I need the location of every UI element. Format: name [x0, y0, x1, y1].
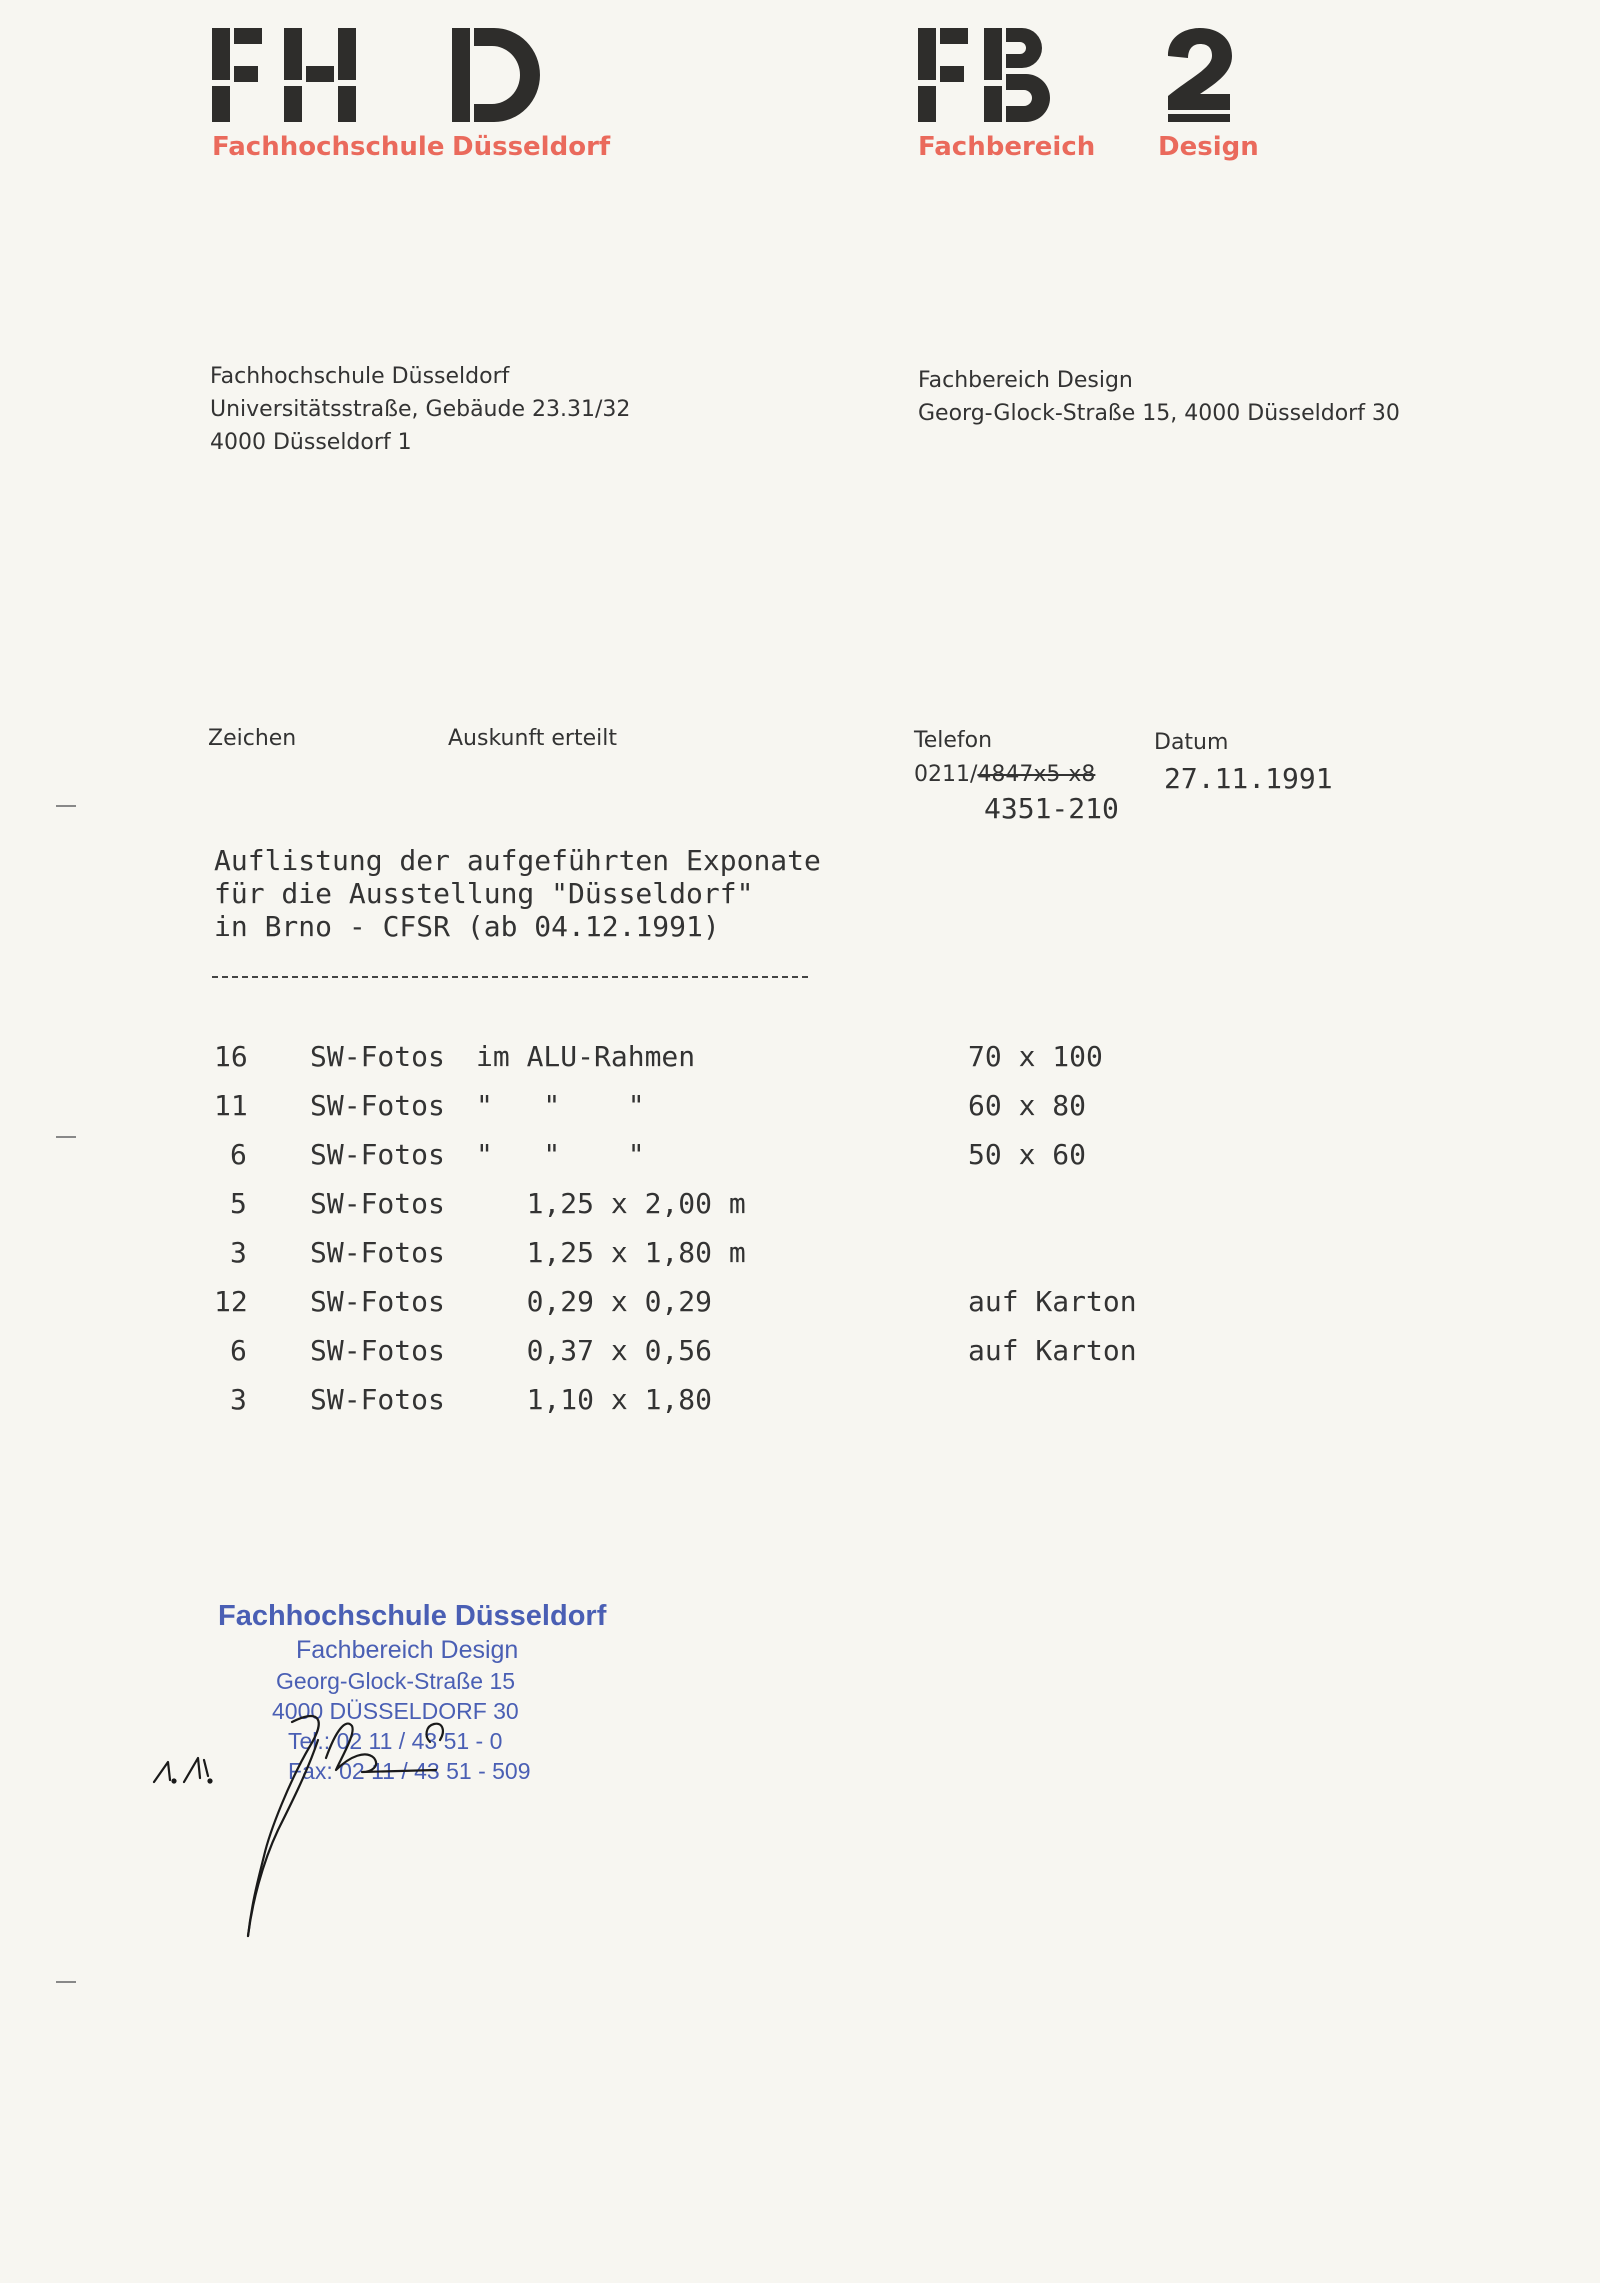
datum-value: 27.11.1991: [1164, 762, 1333, 795]
item-note: auf Karton: [968, 1334, 1137, 1367]
zeichen-label: Zeichen: [208, 726, 297, 751]
item-qty: 5: [230, 1187, 247, 1220]
item-type: SW-Fotos: [310, 1187, 445, 1220]
item-desc: " " ": [476, 1138, 645, 1171]
item-qty: 16: [214, 1040, 248, 1073]
item-desc: 1,25 x 2,00 m: [476, 1187, 746, 1220]
list-item: [0, 1187, 1600, 1227]
subject-line: in Brno - CFSR (ab 04.12.1991): [214, 910, 720, 943]
stamp-line: Tel.: 02 11 / 43 51 - 0: [288, 1728, 503, 1754]
item-type: SW-Fotos: [310, 1138, 445, 1171]
fb2-word-design: Design: [1158, 132, 1259, 162]
item-qty: 12: [214, 1285, 248, 1318]
address-left-line: Fachhochschule Düsseldorf: [210, 364, 510, 389]
fhd-logo: [212, 28, 611, 168]
item-desc: 0,37 x 0,56: [476, 1334, 713, 1367]
address-left-line: Universitätsstraße, Gebäude 23.31/32: [210, 397, 631, 422]
fold-mark: [56, 805, 76, 807]
stamp-line: Georg-Glock-Straße 15: [276, 1668, 516, 1694]
handwritten-signature: [140, 1660, 600, 1940]
auskunft-label: Auskunft erteilt: [448, 726, 617, 751]
item-type: SW-Fotos: [310, 1040, 445, 1073]
address-right: [918, 364, 1400, 430]
fb2-word-fachbereich: Fachbereich: [918, 132, 1096, 162]
address-left-line: 4000 Düsseldorf 1: [210, 430, 412, 455]
datum-label: Datum: [1154, 730, 1229, 755]
items-list: [0, 1040, 1600, 1440]
item-desc: 0,29 x 0,29: [476, 1285, 713, 1318]
stamp-line: Fax: 02 11 / 43 51 - 509: [288, 1758, 531, 1784]
subject-line: für die Ausstellung "Düsseldorf": [214, 877, 754, 910]
list-item: [0, 1334, 1600, 1374]
item-note: 60 x 80: [968, 1089, 1087, 1122]
subject-underline: [212, 976, 808, 978]
address-left: [210, 360, 630, 459]
item-type: SW-Fotos: [310, 1236, 445, 1269]
telefon-struck-number: 4847x5-x8: [977, 762, 1096, 787]
item-type: SW-Fotos: [310, 1334, 445, 1367]
fb2-logo-mark: [918, 28, 1238, 123]
list-item: [0, 1089, 1600, 1129]
item-desc: " " ": [476, 1089, 645, 1122]
item-qty: 6: [230, 1334, 247, 1367]
item-type: SW-Fotos: [310, 1089, 445, 1122]
stamp-line: Fachbereich Design: [296, 1636, 519, 1664]
list-item: [0, 1236, 1600, 1276]
fold-mark: [56, 1981, 76, 1983]
telefon-typed-number: 4351-210: [984, 792, 1119, 825]
item-qty: 3: [230, 1383, 247, 1416]
list-item: [0, 1138, 1600, 1178]
subject-block: [214, 844, 821, 943]
list-item: [0, 1285, 1600, 1325]
item-desc: im ALU-Rahmen: [476, 1040, 696, 1073]
item-note: auf Karton: [968, 1285, 1137, 1318]
telefon-value: [914, 762, 1095, 787]
item-qty: 6: [230, 1138, 247, 1171]
item-type: SW-Fotos: [310, 1383, 445, 1416]
item-qty: 11: [214, 1089, 248, 1122]
fb2-logo: [918, 28, 1258, 168]
item-note: 50 x 60: [968, 1138, 1087, 1171]
fold-mark: [56, 1136, 76, 1138]
list-item: [0, 1040, 1600, 1080]
address-right-line: Georg-Glock-Straße 15, 4000 Düsseldorf 30: [918, 401, 1400, 426]
telefon-prefix: 0211/: [914, 762, 978, 787]
fhd-word-fachhochschule: Fachhochschule: [212, 132, 445, 162]
item-qty: 3: [230, 1236, 247, 1269]
stamp-line: 4000 DÜSSELDORF 30: [272, 1698, 519, 1724]
fhd-word-duesseldorf: Düsseldorf: [452, 132, 611, 162]
address-right-line: Fachbereich Design: [918, 368, 1133, 393]
list-item: [0, 1383, 1600, 1423]
item-desc: 1,25 x 1,80 m: [476, 1236, 746, 1269]
telefon-label: Telefon: [914, 728, 993, 753]
stamp-line: Fachhochschule Düsseldorf: [218, 1600, 607, 1632]
item-desc: 1,10 x 1,80: [476, 1383, 713, 1416]
item-type: SW-Fotos: [310, 1285, 445, 1318]
item-note: 70 x 100: [968, 1040, 1103, 1073]
fhd-logo-mark: [212, 28, 572, 123]
subject-line: Auflistung der aufgeführten Exponate: [214, 844, 821, 877]
